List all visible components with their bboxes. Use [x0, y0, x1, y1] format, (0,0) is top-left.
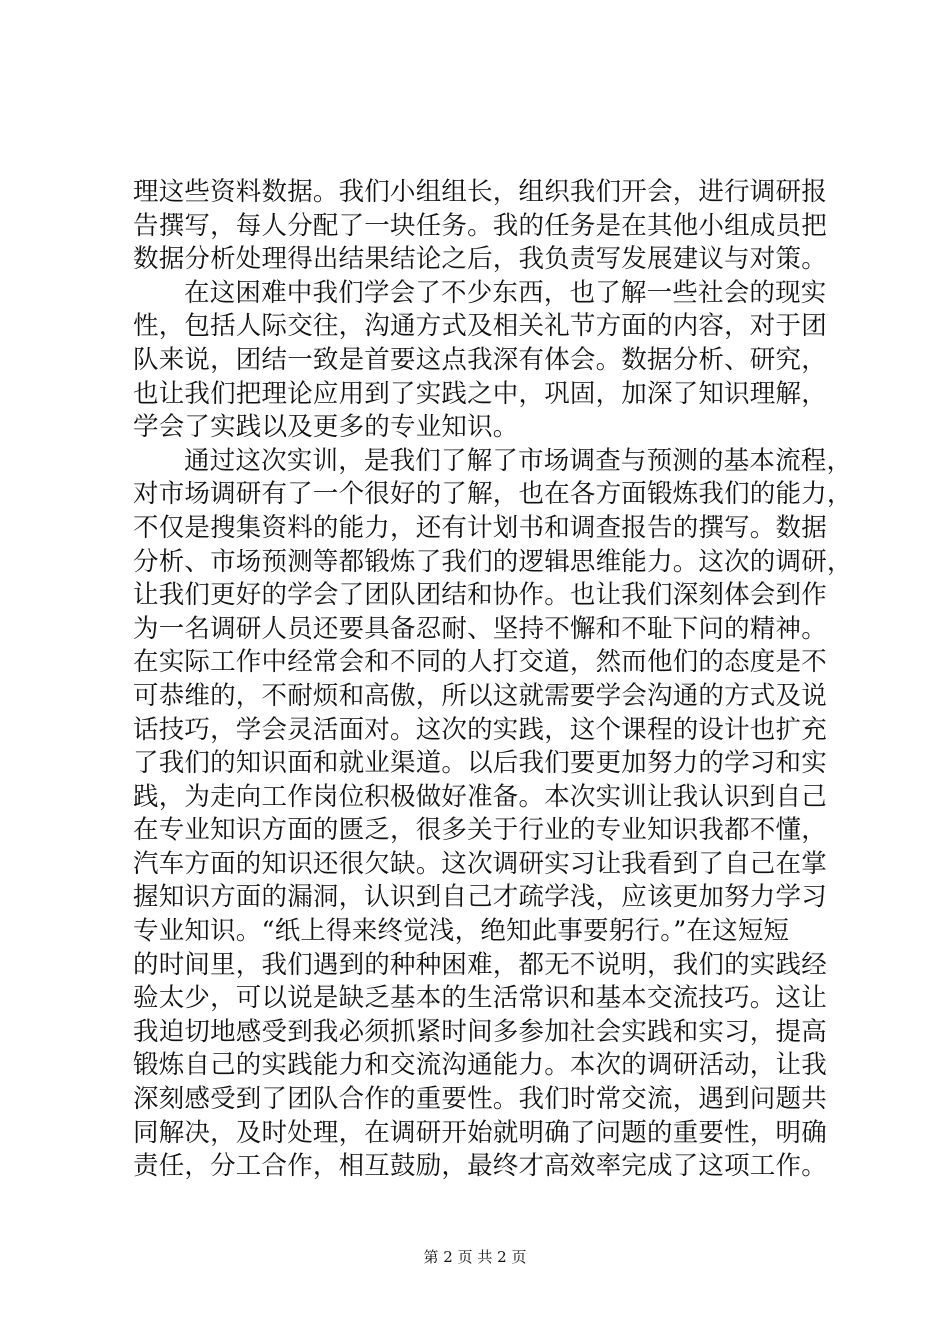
text-line: 可恭维的，不耐烦和高傲，所以这就需要学会沟通的方式及说 [133, 680, 827, 711]
text-line: 同解决，及时处理，在调研开始就明确了问题的重要性，明确 [133, 1117, 827, 1148]
text-line: 责任，分工合作，相互鼓励，最终才高效率完成了这项工作。 [133, 1151, 827, 1182]
text-line: 不仅是搜集资料的能力，还有计划书和调查报告的撰写。数据 [133, 512, 827, 543]
text-line: 为一名调研人员还要具备忍耐、坚持不懈和不耻下问的精神。 [133, 613, 827, 644]
text-line: 验太少，可以说是缺乏基本的生活常识和基本交流技巧。这让 [133, 983, 827, 1014]
paragraph-first-line: 在这困难中我们学会了不少东西，也了解一些社会的现实 [184, 277, 827, 308]
text-line: 数据分析处理得出结果结论之后，我负责写发展建议与对策。 [133, 244, 827, 275]
text-line: 也让我们把理论应用到了实践之中，巩固，加深了知识理解， [133, 378, 827, 409]
text-line: 专业知识。“纸上得来终觉浅，绝知此事要躬行。”在这短短 [133, 916, 790, 947]
text-line: 让我们更好的学会了团队团结和协作。也让我们深刻体会到作 [133, 580, 827, 611]
page-number-footer: 第 2 页 共 2 页 [423, 1248, 527, 1266]
document-body [133, 176, 853, 1184]
text-line: 践，为走向工作岗位积极做好准备。本次实训让我认识到自己 [133, 781, 827, 812]
text-line: 在专业知识方面的匮乏，很多关于行业的专业知识我都不懂， [133, 815, 827, 846]
text-line: 性，包括人际交往，沟通方式及相关礼节方面的内容，对于团 [133, 311, 827, 342]
text-line: 话技巧，学会灵活面对。这次的实践，这个课程的设计也扩充 [133, 714, 827, 745]
paragraph-first-line: 通过这次实训，是我们了解了市场调查与预测的基本流程， [184, 445, 853, 476]
text-line: 深刻感受到了团队合作的重要性。我们时常交流，遇到问题共 [133, 1084, 827, 1115]
text-line: 我迫切地感受到我必须抓紧时间多参加社会实践和实习，提高 [133, 1016, 827, 1047]
text-line: 在实际工作中经常会和不同的人打交道，然而他们的态度是不 [133, 647, 827, 678]
text-line: 锻炼自己的实践能力和交流沟通能力。本次的调研活动，让我 [133, 1050, 827, 1081]
text-line: 告撰写，每人分配了一块任务。我的任务是在其他小组成员把 [133, 210, 827, 241]
text-line: 分析、市场预测等都锻炼了我们的逻辑思维能力。这次的调研， [133, 546, 853, 577]
text-line: 了我们的知识面和就业渠道。以后我们要更加努力的学习和实 [133, 748, 827, 779]
text-line: 队来说，团结一致是首要这点我深有体会。数据分析、研究， [133, 344, 827, 375]
text-line: 对市场调研有了一个很好的了解，也在各方面锻炼我们的能力， [133, 479, 853, 510]
text-line: 汽车方面的知识还很欠缺。这次调研实习让我看到了自己在掌 [133, 848, 827, 879]
text-line: 的时间里，我们遇到的种种困难，都无不说明，我们的实践经 [133, 949, 827, 980]
text-line: 握知识方面的漏洞，认识到自己才疏学浅，应该更加努力学习 [133, 882, 827, 913]
text-line: 理这些资料数据。我们小组组长，组织我们开会，进行调研报 [133, 177, 827, 207]
text-line: 学会了实践以及更多的专业知识。 [133, 412, 519, 443]
